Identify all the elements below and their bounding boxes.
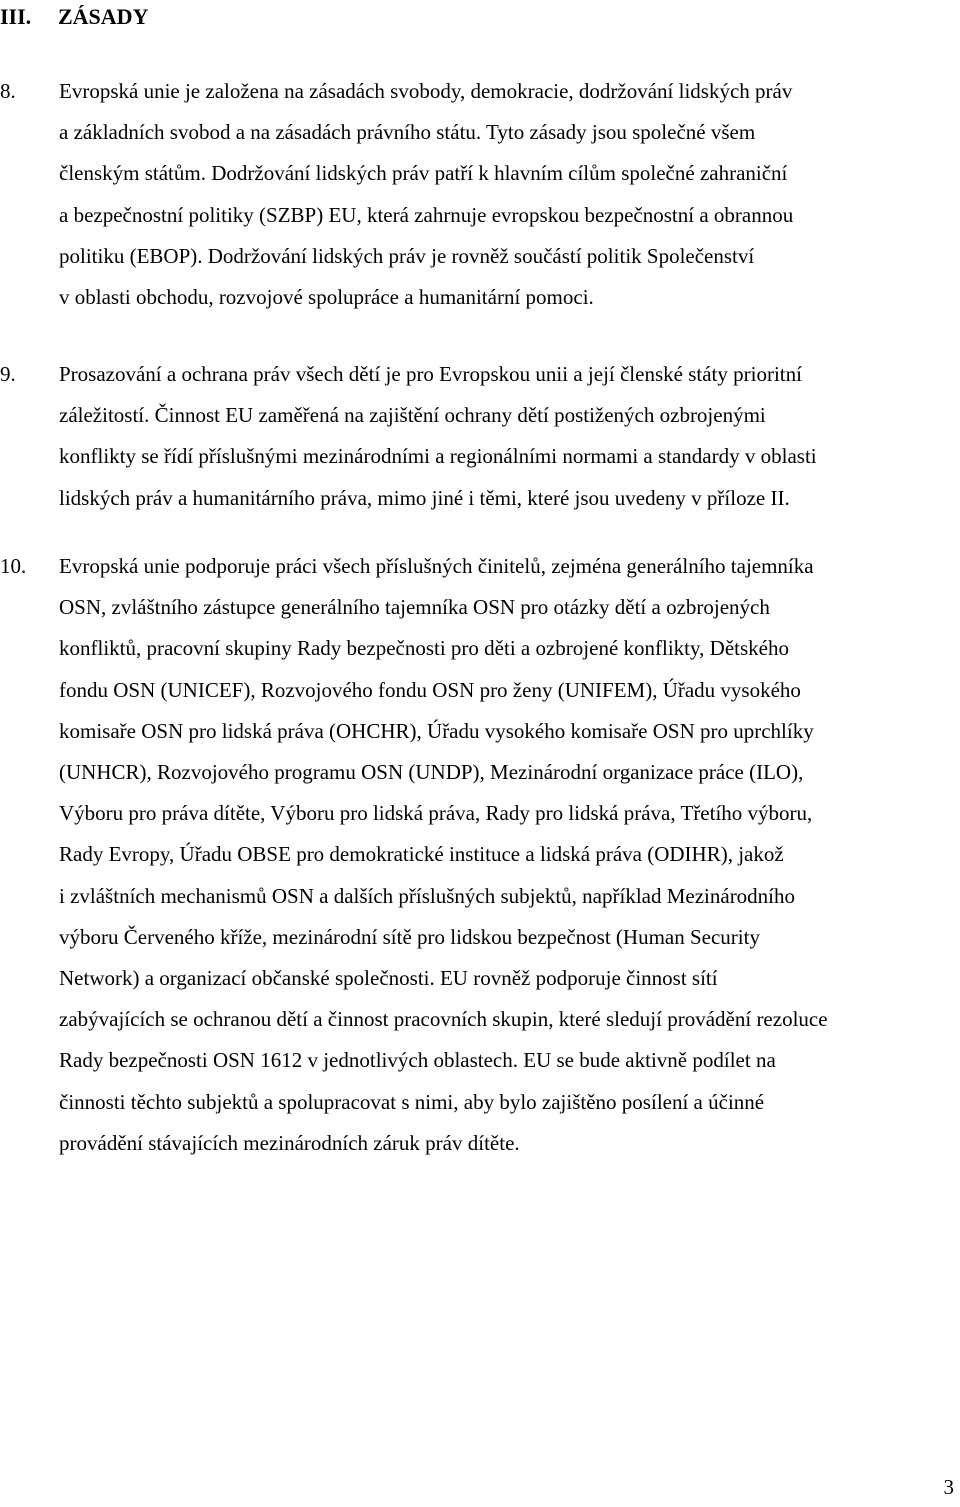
paragraph-line: konflikty se řídí příslušnými mezinárodními a regionálními normami a standardy v oblasti xyxy=(59,444,817,469)
paragraph-line: OSN, zvláštního zástupce generálního tajemníka OSN pro otázky dětí a ozbrojených xyxy=(59,595,770,620)
paragraph-line: a základních svobod a na zásadách právního státu. Tyto zásady jsou společné všem xyxy=(59,120,756,145)
paragraph-line: Výboru pro práva dítěte, Výboru pro lidská práva, Rady pro lidská práva, Třetího výboru, xyxy=(59,801,813,826)
paragraph-number: 9. xyxy=(0,362,16,386)
paragraph-line: a bezpečnostní politiky (SZBP) EU, která zahrnuje evropskou bezpečnostní a obrannou xyxy=(59,202,794,227)
paragraph-line: v oblasti obchodu, rozvojové spolupráce a humanitární pomoci. xyxy=(59,285,594,310)
paragraph-number: 8. xyxy=(0,79,16,103)
paragraph-line: Rady bezpečnosti OSN 1612 v jednotlivých oblastech. EU se bude aktivně podílet na xyxy=(59,1048,776,1073)
paragraph-line: (UNHCR), Rozvojového programu OSN (UNDP), Mezinárodní organizace práce (ILO), xyxy=(59,760,804,785)
paragraph-line: výboru Červeného kříže, mezinárodní sítě pro lidskou bezpečnost (Human Security xyxy=(59,924,760,949)
paragraph-line: lidských práv a humanitárního práva, mimo jiné i těmi, které jsou uvedeny v příloze II. xyxy=(59,485,790,510)
paragraph-line: Prosazování a ochrana práv všech dětí je pro Evropskou unii a její členské státy prioritní xyxy=(59,362,802,386)
section-heading xyxy=(0,2,148,32)
page-number: 3 xyxy=(943,1475,954,1499)
paragraph-line: zabývajících se ochranou dětí a činnost pracovních skupin, které sledují provádění rezoluce xyxy=(59,1007,828,1032)
paragraph-line: Evropská unie podporuje práci všech příslušných činitelů, zejména generálního tajemníka xyxy=(59,554,814,578)
paragraph-line: fondu OSN (UNICEF), Rozvojového fondu OSN pro ženy (UNIFEM), Úřadu vysokého xyxy=(59,677,801,702)
paragraph-line: Network) a organizací občanské společnosti. EU rovněž podporuje činnost sítí xyxy=(59,966,718,991)
paragraph-line: politiku (EBOP). Dodržování lidských práv je rovněž součástí politik Společenství xyxy=(59,243,755,268)
paragraph-line: Evropská unie je založena na zásadách svobody, demokracie, dodržování lidských práv xyxy=(59,79,793,103)
paragraph-line: provádění stávajících mezinárodních záruk práv dítěte. xyxy=(59,1130,520,1155)
paragraph-10 xyxy=(0,546,942,1164)
paragraph-9 xyxy=(0,354,942,519)
paragraph-text xyxy=(59,354,942,519)
paragraph-line: komisaře OSN pro lidská práva (OHCHR), Úřadu vysokého komisaře OSN pro uprchlíky xyxy=(59,718,814,743)
paragraph-line: členským státům. Dodržování lidských práv patří k hlavním cílům společné zahraniční xyxy=(59,161,788,186)
paragraph-line: i zvláštních mechanismů OSN a dalších příslušných subjektů, například Mezinárodního xyxy=(59,883,796,908)
paragraph-number: 10. xyxy=(0,554,27,578)
paragraph-8 xyxy=(0,71,942,318)
paragraph-text xyxy=(59,71,942,318)
paragraph-line: Rady Evropy, Úřadu OBSE pro demokratické instituce a lidská práva (ODIHR), jakož xyxy=(59,842,784,867)
paragraph-line: záležitostí. Činnost EU zaměřená na zajištění ochrany dětí postižených ozbrojenými xyxy=(59,403,766,428)
paragraph-line: činnosti těchto subjektů a spolupracovat s nimi, aby bylo zajištěno posílení a účinné xyxy=(59,1089,765,1114)
section-number: III. xyxy=(0,4,32,29)
section-title: ZÁSADY xyxy=(58,4,149,29)
paragraph-line: konfliktů, pracovní skupiny Rady bezpečnosti pro děti a ozbrojené konflikty, Dětského xyxy=(59,636,789,661)
paragraph-text xyxy=(59,546,942,1164)
